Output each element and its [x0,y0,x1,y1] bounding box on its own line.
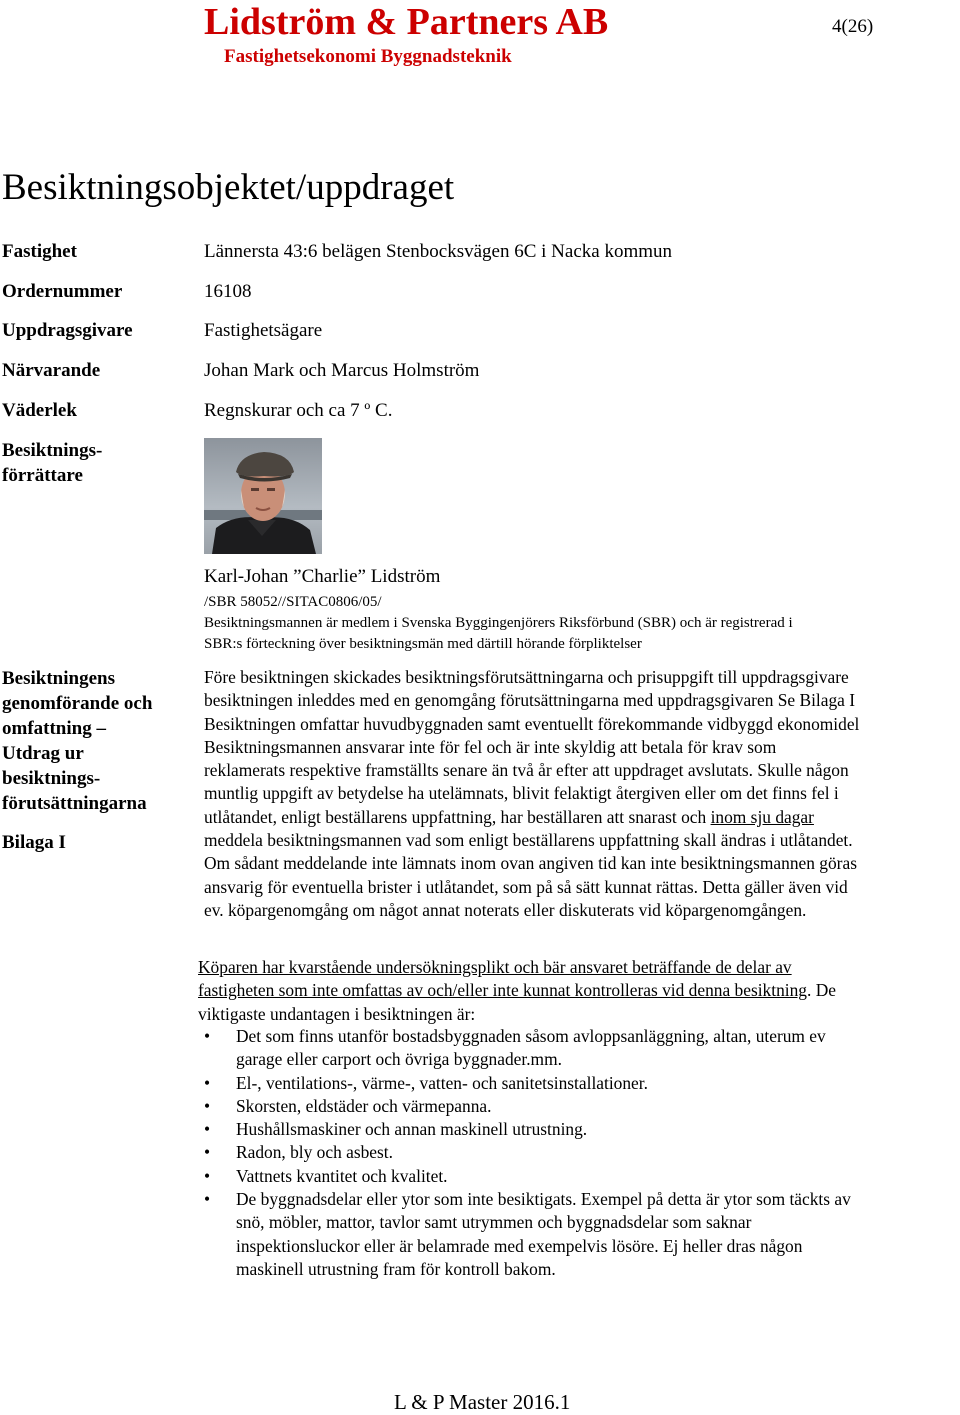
field-label-ordernummer: Ordernummer [2,281,123,302]
list-item-line: Det som finns utanför bostadsbyggnaden såsom avloppsanläggning, altan, uterum ev [236,1026,826,1046]
scope-line: meddela besiktningsmannen vad som enligt beställarens uppfattning skall ändras i utlåtandet. [204,830,853,851]
scope-line [204,806,960,829]
field-label-vaderlek: Väderlek [2,400,77,421]
scope-side-line: besiktnings- [2,768,101,789]
page-number: 4(26) [832,16,874,37]
scope-side-label [2,666,152,855]
list-item-line: garage eller carport och övriga byggnader.mm. [236,1049,562,1070]
scope-line: Före besiktningen skickades besiktningsförutsättningarna och prisuppgift till uppdragsgivare [204,667,849,687]
list-item [198,1072,851,1095]
obligation-paragraph [198,956,958,1026]
bullet-icon: • [204,1189,211,1210]
field-label-narvarande: Närvarande [2,360,101,381]
field-label-fastighet: Fastighet [2,241,77,262]
obligation-underlined-text: fastigheten som inte omfattas av och/eller inte kunnat kontrolleras vid denna besiktning [198,980,807,1001]
inspector-label-line2: förrättare [2,465,83,486]
list-item [198,1095,851,1118]
bullet-icon: • [204,1142,211,1163]
list-item-line: snö, möbler, mattor, tavlor samt utrymmen och byggnadsdelar som saknar [236,1212,752,1233]
list-item-line: inspektionsluckor eller är belamrade med exempelvis lösöre. Ej heller dras någon [236,1235,803,1256]
list-item-line: Skorsten, eldstäder och värmepanna. [236,1095,492,1116]
scope-line: Besiktningen omfattar huvudbyggnaden samt eventuellt förekommande vidbyggd ekonomidel [204,713,860,734]
scope-deadline-underlined: inom sju dagar [710,806,814,827]
scope-line: Om sådant meddelande inte lämnats inom ovan angiven tid kan inte besiktningsmannen göras [204,853,857,874]
bullet-icon: • [204,1119,211,1140]
list-item-line: Radon, bly och asbest. [236,1142,393,1163]
obligation-line [198,979,958,1002]
obligation-text: . De [807,980,836,1001]
inspector-name: Karl-Johan ”Charlie” Lidström [204,566,441,587]
list-item [198,1118,851,1141]
scope-side-line: genomförande och [2,693,153,714]
inspector-membership-line2: SBR:s förteckning över besiktningsmän med därtill hörande förpliktelser [204,636,642,652]
list-item-line: Hushållsmaskiner och annan maskinell utrustning. [236,1119,588,1140]
scope-side-bilaga: Bilaga I [2,832,66,853]
scope-line: reklamerats respektive framställts senare än två år efter att uppdraget avslutats. Skulle någon [204,760,849,781]
field-value-narvarande: Johan Mark och Marcus Holmström [204,360,480,381]
list-item [198,1165,851,1188]
footer-version: L & P Master 2016.1 [394,1390,571,1414]
bullet-icon: • [204,1095,211,1116]
inspector-ids: /SBR 58052//SITAC0806/05/ [204,594,382,610]
scope-line: muntlig uppgift av betydelse ha utelämnats, blivit felaktigt återgiven eller om det finns fel i [204,783,839,804]
scope-line: ev. köpargenomgång om något annat noterats eller diskuterats vid köpargenomgången. [204,899,807,920]
bullet-icon: • [204,1165,211,1186]
list-item-line: De byggnadsdelar eller ytor som inte besiktigats. Exempel på detta är ytor som täckts av [236,1189,851,1210]
scope-line: ansvarig för eventuella brister i utlåtandet, som på så sätt kunnat rättas. Detta gäller även vid [204,876,848,897]
scope-paragraph [204,666,960,922]
scope-side-line: förutsättningarna [2,793,147,814]
field-value-ordernummer: 16108 [204,281,252,302]
company-name: Lidström & Partners AB [204,1,609,43]
company-subtitle: Fastighetsekonomi Byggnadsteknik [224,46,512,67]
bullet-icon: • [204,1072,211,1093]
list-item [198,1025,851,1072]
list-item-line: El-, ventilations-, värme-, vatten- och sanitetsinstallationer. [236,1072,648,1093]
obligation-line: viktigaste undantagen i besiktningen är: [198,1003,476,1024]
field-value-fastighet: Lännersta 43:6 belägen Stenbocksvägen 6C i Nacka kommun [204,241,673,262]
field-label-uppdragsgivare: Uppdragsgivare [2,320,133,341]
page-title: Besiktningsobjektet/uppdraget [2,167,455,208]
field-value-vaderlek: Regnskurar och ca 7 º C. [204,400,393,421]
scope-side-line: omfattning – [2,718,106,739]
field-value-uppdragsgivare: Fastighetsägare [204,320,323,341]
obligation-underlined-line: Köparen har kvarstående undersökningsplikt och bär ansvaret beträffande de delar av [198,957,792,977]
scope-side-line: Besiktningens [2,668,115,689]
bullet-icon: • [204,1026,211,1046]
inspector-membership-line1: Besiktningsmannen är medlem i Svenska Byggingenjörers Riksförbund (SBR) och är registrerad i [204,615,793,631]
list-item [198,1141,851,1164]
inspector-photo [204,438,322,554]
list-item-line: maskinell utrustning fram för kontroll bakom. [236,1258,556,1279]
exceptions-list [198,1025,851,1281]
list-item [198,1188,851,1281]
list-item-line: Vattnets kvantitet och kvalitet. [236,1165,448,1186]
scope-line: Besiktningsmannen ansvarar inte för fel och är inte skyldig att betala för krav som [204,736,777,757]
inspector-label-line1: Besiktnings- [2,440,103,461]
scope-line: besiktningen inleddes med en genomgång förutsättningarna med uppdragsgivaren Se Bilaga I [204,690,856,711]
scope-side-line: Utdrag ur [2,743,84,764]
scope-line-text: utlåtandet, enligt beställarens uppfattning, har beställaren att snarast och [204,806,711,827]
